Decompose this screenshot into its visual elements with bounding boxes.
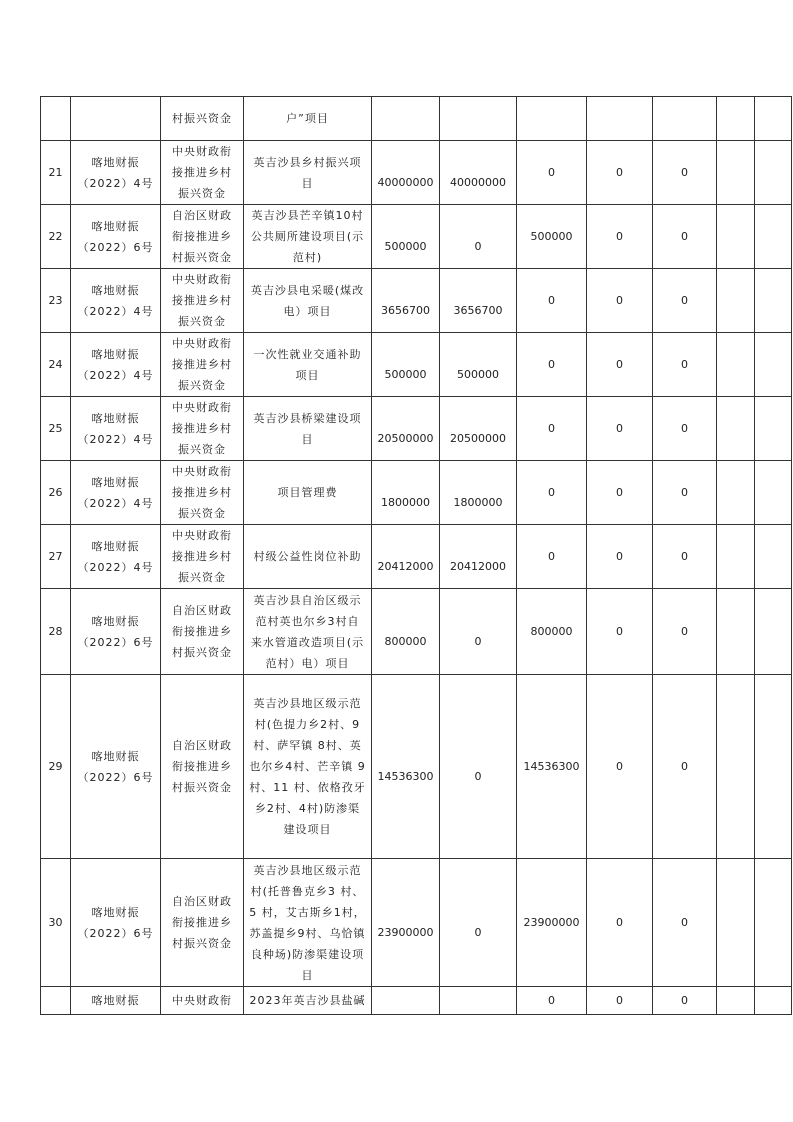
project-name-cell [244,205,372,269]
region-amount: 0 [548,294,555,307]
col-8-cell [653,141,717,205]
document-number-cell [71,333,161,397]
total-amount-cell [372,589,440,675]
col-7-cell [587,205,653,269]
document-number: 喀地财振 [91,994,140,1007]
project-name: 英吉沙县乡村振兴项 目 [253,155,362,190]
row-number: 30 [48,916,63,929]
col-9-cell [717,589,755,675]
total-amount-cell [372,675,440,859]
region-amount-cell [517,987,587,1015]
central-amount: 0 [474,926,482,939]
table-row [41,397,792,461]
fund-source-cell [161,461,244,525]
row-number: 27 [48,550,63,563]
col-10-cell [755,205,792,269]
col-7: 0 [616,916,623,929]
row-number-cell [41,589,71,675]
region-amount-cell [517,269,587,333]
central-amount-cell [440,269,517,333]
total-amount: 20500000 [377,432,434,445]
document-number: 喀地财振 （2022）4号 [77,475,154,510]
col-7-cell [587,141,653,205]
fund-source-cell [161,97,244,141]
col-10-cell [755,141,792,205]
fund-source: 中央财政衔 接推进乡村 振兴资金 [172,401,232,456]
col-8-cell [653,333,717,397]
document-number-cell [71,397,161,461]
row-number: 26 [48,486,63,499]
col-8-cell [653,97,717,141]
row-number: 24 [48,358,63,371]
fund-source: 中央财政衔 接推进乡村 振兴资金 [172,529,232,584]
project-name-cell [244,461,372,525]
col-8: 0 [681,760,688,773]
project-name-cell [244,333,372,397]
project-name: 一次性就业交通补助 项目 [253,347,362,382]
col-8: 0 [681,422,688,435]
row-number-cell [41,675,71,859]
central-amount: 0 [474,240,482,253]
central-amount: 40000000 [450,176,506,189]
col-8: 0 [681,230,688,243]
fund-source: 村振兴资金 [172,112,232,125]
total-amount-cell [372,525,440,589]
col-9-cell [717,141,755,205]
table-row [41,987,792,1015]
fund-source-cell [161,333,244,397]
total-amount-cell [372,141,440,205]
central-amount-cell [440,97,517,141]
col-8-cell [653,461,717,525]
col-7-cell [587,525,653,589]
region-amount: 500000 [530,230,573,243]
central-amount-cell [440,675,517,859]
col-10-cell [755,269,792,333]
central-amount-cell [440,859,517,987]
total-amount: 500000 [384,368,427,381]
col-9-cell [717,269,755,333]
document-number-cell [71,589,161,675]
document-number-cell [71,525,161,589]
col-8: 0 [681,550,688,563]
document-number-cell [71,141,161,205]
col-7: 0 [616,994,623,1007]
region-amount: 0 [548,994,555,1007]
col-7-cell [587,859,653,987]
central-amount: 20500000 [450,432,506,445]
table-row [41,525,792,589]
region-amount-cell [517,141,587,205]
col-7: 0 [616,486,623,499]
row-number: 25 [48,422,63,435]
col-10-cell [755,397,792,461]
col-7-cell [587,97,653,141]
region-amount: 0 [548,486,555,499]
total-amount: 1800000 [381,496,430,509]
document-number: 喀地财振 （2022）6号 [77,749,154,784]
document-number: 喀地财振 （2022）6号 [77,219,154,254]
row-number-cell [41,461,71,525]
region-amount: 23900000 [523,916,580,929]
region-amount: 0 [548,550,555,563]
project-name-cell [244,675,372,859]
total-amount-cell [372,333,440,397]
col-7-cell [587,987,653,1015]
central-amount: 0 [474,635,482,648]
row-number: 29 [48,760,63,773]
document-number: 喀地财振 （2022）4号 [77,539,154,574]
document-number-cell [71,987,161,1015]
col-7-cell [587,461,653,525]
total-amount-cell [372,269,440,333]
col-10-cell [755,589,792,675]
col-9-cell [717,859,755,987]
total-amount-cell [372,461,440,525]
fund-source-cell [161,987,244,1015]
total-amount: 20412000 [377,560,434,573]
col-8: 0 [681,358,688,371]
col-8-cell [653,269,717,333]
project-name: 项目管理费 [277,486,338,499]
project-name: 村级公益性岗位补助 [253,550,362,563]
fund-source-cell [161,859,244,987]
fund-source: 自治区财政 衔接推进乡 村振兴资金 [172,604,232,659]
project-name-cell [244,589,372,675]
project-name: 英吉沙县桥梁建设项 目 [253,411,362,446]
document-number-cell [71,269,161,333]
col-8-cell [653,675,717,859]
row-number-cell [41,97,71,141]
central-amount-cell [440,589,517,675]
row-number: 21 [48,166,63,179]
document-number-cell [71,205,161,269]
project-name: 2023年英吉沙县盐碱 [249,994,366,1007]
col-8: 0 [681,486,688,499]
col-7: 0 [616,625,623,638]
col-9-cell [717,333,755,397]
col-9-cell [717,97,755,141]
central-amount-cell [440,987,517,1015]
col-7: 0 [616,166,623,179]
project-name: 英吉沙县芒辛镇10村 公共厕所建设项目(示 范村) [250,209,365,264]
fund-source: 自治区财政 衔接推进乡 村振兴资金 [172,739,232,794]
col-10-cell [755,97,792,141]
central-amount-cell [440,205,517,269]
project-name: 户”项目 [286,112,329,125]
fund-source-cell [161,525,244,589]
table-row [41,205,792,269]
col-7-cell [587,269,653,333]
fund-source-cell [161,397,244,461]
region-amount-cell [517,859,587,987]
total-amount: 23900000 [377,926,434,939]
fund-source-cell [161,205,244,269]
row-number-cell [41,397,71,461]
row-number: 23 [48,294,63,307]
col-8-cell [653,397,717,461]
project-name-cell [244,97,372,141]
col-9-cell [717,461,755,525]
row-number: 28 [48,625,63,638]
row-number-cell [41,269,71,333]
central-amount: 1800000 [453,496,503,509]
region-amount-cell [517,205,587,269]
region-amount-cell [517,525,587,589]
project-name-cell [244,987,372,1015]
row-number-cell [41,525,71,589]
table-row [41,461,792,525]
central-amount-cell [440,461,517,525]
fund-source: 自治区财政 衔接推进乡 村振兴资金 [172,895,232,950]
region-amount-cell [517,589,587,675]
col-8: 0 [681,916,688,929]
col-7: 0 [616,294,623,307]
central-amount: 0 [474,770,482,783]
fund-source: 自治区财政 衔接推进乡 村振兴资金 [172,209,232,264]
col-9-cell [717,987,755,1015]
central-amount: 3656700 [453,304,503,317]
project-name-cell [244,141,372,205]
project-name: 英吉沙县电采暖(煤改 电）项目 [250,283,365,318]
document-number-cell [71,97,161,141]
row-number-cell [41,333,71,397]
region-amount: 0 [548,358,555,371]
project-name-cell [244,397,372,461]
document-number: 喀地财振 （2022）6号 [77,905,154,940]
col-9-cell [717,205,755,269]
total-amount-cell [372,397,440,461]
region-amount-cell [517,675,587,859]
project-name-cell [244,269,372,333]
col-7: 0 [616,230,623,243]
col-7-cell [587,333,653,397]
col-9-cell [717,675,755,859]
col-8-cell [653,987,717,1015]
col-8-cell [653,589,717,675]
document-number: 喀地财振 （2022）4号 [77,155,154,190]
fund-source-cell [161,675,244,859]
col-8-cell [653,205,717,269]
col-7: 0 [616,550,623,563]
region-amount: 0 [548,422,555,435]
region-amount: 0 [548,166,555,179]
document-number-cell [71,859,161,987]
fund-source: 中央财政衔 接推进乡村 振兴资金 [172,145,232,200]
project-name: 英吉沙县自治区级示 范村英也尔乡3村自 来水管道改造项目(示 范村）电）项目 [250,593,365,670]
document-number: 喀地财振 （2022）4号 [77,411,154,446]
total-amount: 500000 [384,240,427,253]
total-amount-cell [372,987,440,1015]
fund-source-cell [161,269,244,333]
region-amount: 14536300 [523,760,580,773]
col-8-cell [653,859,717,987]
col-10-cell [755,675,792,859]
col-10-cell [755,333,792,397]
fund-source: 中央财政衔 接推进乡村 振兴资金 [172,465,232,520]
total-amount: 800000 [384,635,427,648]
total-amount: 14536300 [377,770,434,783]
total-amount-cell [372,97,440,141]
col-10-cell [755,859,792,987]
col-7: 0 [616,760,623,773]
table-row [41,333,792,397]
document-number-cell [71,675,161,859]
table-row [41,589,792,675]
fund-source: 中央财政衔 接推进乡村 振兴资金 [172,273,232,328]
project-name-cell [244,859,372,987]
row-number-cell [41,859,71,987]
document-number: 喀地财振 （2022）4号 [77,283,154,318]
row-number-cell [41,987,71,1015]
total-amount: 40000000 [377,176,434,189]
fund-allocation-table [40,96,792,1015]
col-8: 0 [681,625,688,638]
col-8: 0 [681,994,688,1007]
table-row [41,97,792,141]
fund-source-cell [161,589,244,675]
col-7-cell [587,675,653,859]
fund-source-cell [161,141,244,205]
document-number: 喀地财振 （2022）4号 [77,347,154,382]
total-amount: 3656700 [381,304,430,317]
col-10-cell [755,987,792,1015]
col-9-cell [717,525,755,589]
project-name: 英吉沙县地区级示范 村(色提力乡2村、9 村、萨罕镇 8村、英 也尔乡4村、芒辛镇 9 村、11 村、依格孜牙 乡2村、4村)防渗渠 建设项目 [249,697,366,836]
region-amount-cell [517,97,587,141]
table-row [41,269,792,333]
region-amount-cell [517,461,587,525]
row-number: 22 [48,230,63,243]
row-number-cell [41,205,71,269]
col-7-cell [587,397,653,461]
central-amount: 500000 [457,368,499,381]
col-8: 0 [681,294,688,307]
region-amount-cell [517,333,587,397]
central-amount-cell [440,397,517,461]
col-9-cell [717,397,755,461]
col-10-cell [755,461,792,525]
project-name: 英吉沙县地区级示范 村(托普鲁克乡3 村、 5 村，艾古斯乡1村， 苏盖提乡9村、乌恰镇 良种场)防渗渠建设项 目 [249,863,366,982]
col-8-cell [653,525,717,589]
document-number: 喀地财振 （2022）6号 [77,614,154,649]
col-10-cell [755,525,792,589]
total-amount-cell [372,205,440,269]
document-number-cell [71,461,161,525]
col-7: 0 [616,358,623,371]
project-name-cell [244,525,372,589]
col-7-cell [587,589,653,675]
col-7: 0 [616,422,623,435]
table-row [41,141,792,205]
table-row [41,859,792,987]
col-8: 0 [681,166,688,179]
region-amount-cell [517,397,587,461]
central-amount-cell [440,525,517,589]
total-amount-cell [372,859,440,987]
central-amount-cell [440,141,517,205]
row-number-cell [41,141,71,205]
central-amount: 20412000 [450,560,506,573]
fund-source: 中央财政衔 接推进乡村 振兴资金 [172,337,232,392]
central-amount-cell [440,333,517,397]
table-row [41,675,792,859]
region-amount: 800000 [530,625,573,638]
fund-source: 中央财政衔 [172,994,232,1007]
